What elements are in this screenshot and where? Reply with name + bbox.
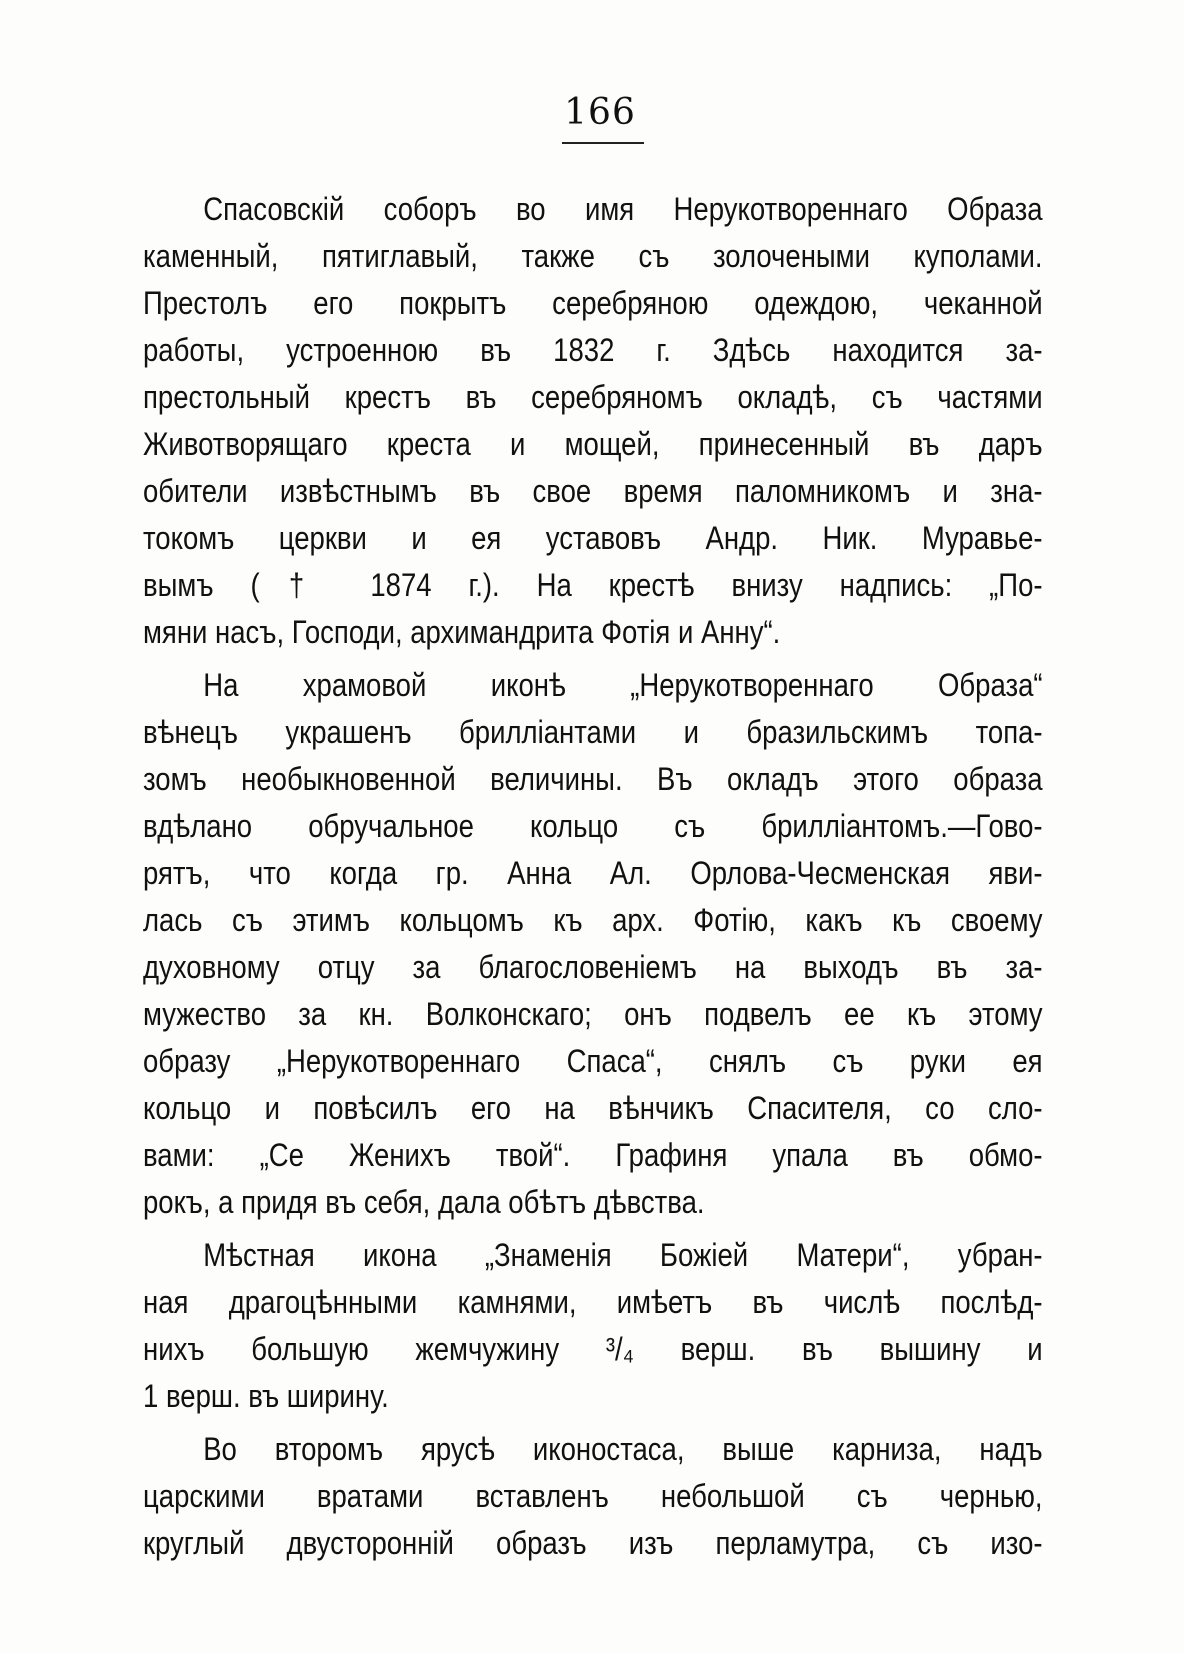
text-line: мяни насъ, Господи, архимандрита Фотія и Анну“.	[143, 614, 781, 650]
text-line: духовному отцу за благословенiемъ на выходъ въ за-	[143, 949, 1043, 985]
text-line: токомъ церкви и ея уставовъ Андр. Ник. Муравье-	[143, 520, 1043, 556]
page-text	[143, 186, 1043, 1567]
paragraph	[143, 1426, 1043, 1567]
text-line: нихъ большую жемчужину ³/₄ верш. въ вышину и	[143, 1331, 1043, 1367]
text-line: вымъ († 1874 г.). На крестѣ внизу надпись: „По-	[143, 567, 1043, 603]
page-number-underline	[562, 142, 644, 144]
text-line: образу „Нерукотвореннаго Спаса“, снялъ съ руки ея	[143, 1043, 1043, 1079]
text-line: лась съ этимъ кольцомъ къ арх. Фотію, какъ къ своему	[143, 902, 1043, 938]
paragraph	[143, 1232, 1043, 1420]
text-line: рятъ, что когда гр. Анна Ал. Орлова-Чесменская яви-	[143, 855, 1043, 891]
text-line: Спасовскій соборъ во имя Нерукотвореннаго Образа	[203, 191, 1043, 227]
page-number: 166	[564, 92, 636, 133]
paragraph	[143, 186, 1043, 656]
text-line: Престолъ его покрытъ серебряною одеждою, чеканной	[143, 285, 1043, 321]
text-line: вами: „Се Женихъ твой“. Графиня упала въ обмо-	[143, 1137, 1043, 1173]
text-line: ная драгоцѣнными камнями, имѣетъ въ числѣ послѣд-	[143, 1284, 1043, 1320]
text-line: рокъ, а придя въ себя, дала обѣтъ дѣвства.	[143, 1184, 705, 1220]
text-line: каменный, пятиглавый, также съ золочеными куполами.	[143, 238, 1043, 274]
text-line: работы, устроенною въ 1832 г. Здѣсь находится за-	[143, 332, 1043, 368]
text-line: зомъ необыкновенной величины. Въ окладъ этого образа	[143, 761, 1043, 797]
paragraph	[143, 662, 1043, 1226]
text-line: мужество за кн. Волконскаго; онъ подвелъ ее къ этому	[143, 996, 1043, 1032]
text-line: На храмовой иконѣ „Нерукотвореннаго Образа“	[203, 667, 1043, 703]
text-line: царскими вратами вставленъ небольшой съ чернью,	[143, 1478, 1043, 1514]
text-line: вѣнецъ украшенъ бриллiантами и бразильскимъ топа-	[143, 714, 1043, 750]
text-line: кольцо и повѣсилъ его на вѣнчикъ Спасителя, со сло-	[143, 1090, 1043, 1126]
text-line: Животворящаго креста и мощей, принесенный въ даръ	[143, 426, 1043, 462]
text-line: обители извѣстнымъ въ свое время паломникомъ и зна-	[143, 473, 1043, 509]
text-line: вдѣлано обручальное кольцо съ бриллiантомъ.—Гово-	[143, 808, 1043, 844]
text-line: Мѣстная икона „Знаменія Божіей Матери“, убран-	[203, 1237, 1043, 1273]
text-line: престольный крестъ въ серебряномъ окладѣ, съ частями	[143, 379, 1043, 415]
text-line: 1 верш. въ ширину.	[143, 1378, 389, 1414]
text-line: Во второмъ ярусѣ иконостаса, выше карниза, надъ	[203, 1431, 1043, 1467]
text-line: круглый двусторонній образъ изъ перламутра, съ изо-	[143, 1525, 1043, 1561]
